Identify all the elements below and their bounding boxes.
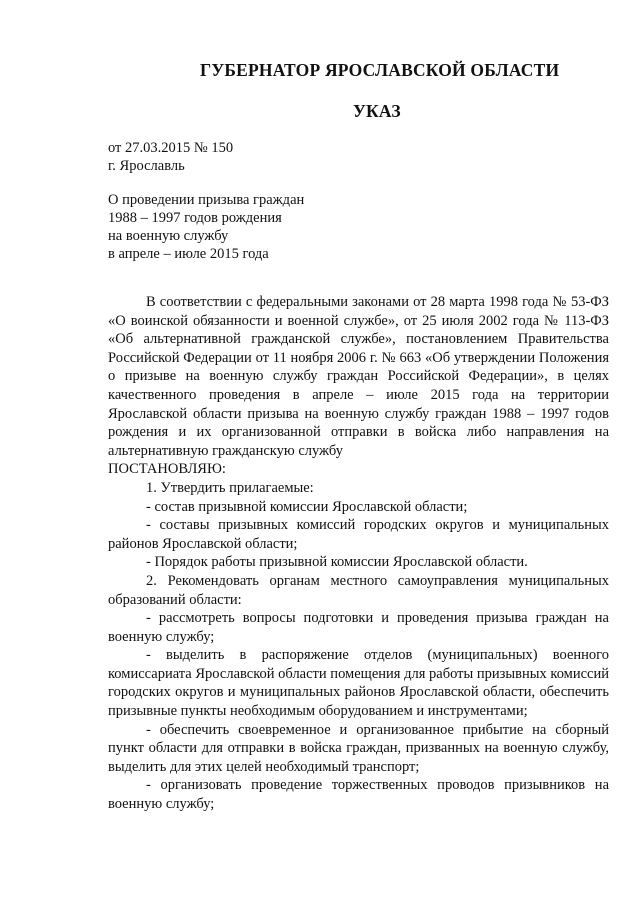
subject-line-3: на военную службу xyxy=(108,228,229,244)
item-2-c: - обеспечить своевременное и организованное прибытие на сборный пункт области для отправки в войска граждан, призванных на военную службу, выделить для этих целей необходимый транспорт; xyxy=(108,721,609,775)
item-2-b: - выделить в распоряжение отделов (муниципальных) военного комиссариата Ярославской области помещения для работы призывных комиссий городских округов и муниципальных районов Ярославской области, обеспечить призывные пункты необходимым оборудованием и инструментами; xyxy=(108,647,609,720)
resolve-heading: ПОСТАНОВЛЯЮ: xyxy=(108,461,226,478)
item-2-a: - рассмотреть вопросы подготовки и проведения призыва граждан на военную службу; xyxy=(108,610,609,645)
subject-line-4: в апреле – июле 2015 года xyxy=(108,246,269,262)
decree-body xyxy=(108,293,609,814)
item-1-c: - Порядок работы призывной комиссии Ярославской области. xyxy=(146,554,528,571)
preamble-paragraph: В соответствии с федеральными законами от 28 марта 1998 года № 53-ФЗ «О воинской обязанности и военной службе», от 25 июля 2002 года № 113-ФЗ «Об альтернативной гражданской службе», постановлением Правительства Российской Федерации от 11 ноября 2006 г. № 663 «Об утверждении Положения о призыве на военную службу граждан Российской Федерации», в целях качественного проведения в апреле – июле 2015 года на территории Ярославской области призыва на военную службу граждан 1988 – 1997 годов рождения и их организованной отправки в войска либо направления на альтернативную гражданскую службу xyxy=(108,294,609,459)
subject-line-2: 1988 – 1997 годов рождения xyxy=(108,210,282,226)
governor-heading: ГУБЕРНАТОР ЯРОСЛАВСКОЙ ОБЛАСТИ xyxy=(200,60,560,80)
item-1-a: - состав призывной комиссии Ярославской области; xyxy=(146,498,468,515)
item-2-d: - организовать проведение торжественных проводов призывников на военную службу; xyxy=(108,777,609,813)
item-1-b: - составы призывных комиссий городских округов и муниципальных районов Ярославской области; xyxy=(108,517,609,552)
decree-date-number: от 27.03.2015 № 150 xyxy=(108,140,234,156)
item-1: 1. Утвердить прилагаемые: xyxy=(146,479,314,496)
decree-city: г. Ярославль xyxy=(108,158,185,174)
decree-subject xyxy=(108,191,304,263)
subject-line-1: О проведении призыва граждан xyxy=(108,192,305,208)
decree-title: УКАЗ xyxy=(353,101,401,121)
item-2: 2. Рекомендовать органам местного самоуправления муниципальных образований области: xyxy=(108,572,609,608)
